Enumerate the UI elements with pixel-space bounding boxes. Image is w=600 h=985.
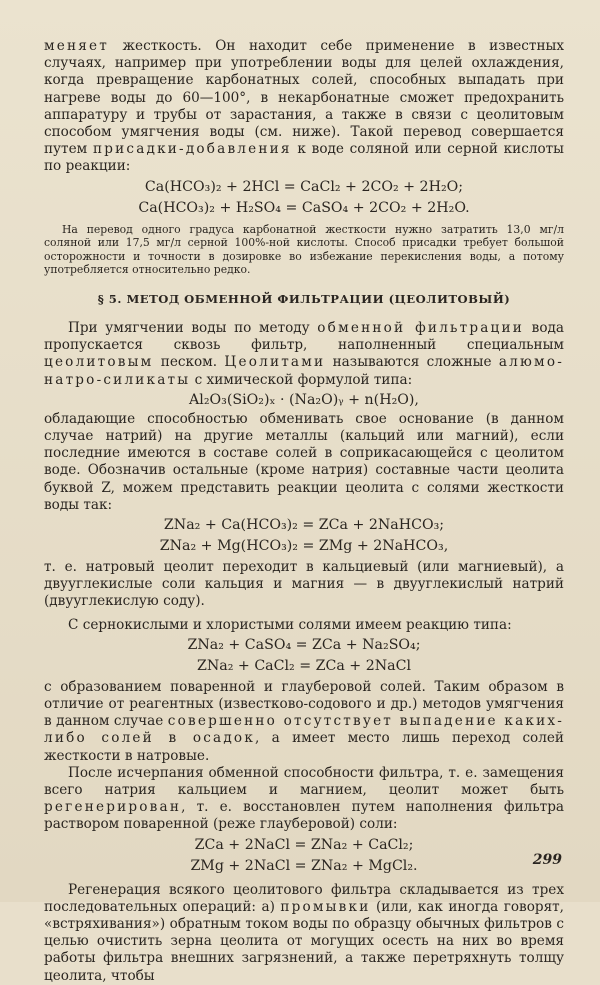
paragraph-regeneration-steps bbox=[44, 882, 564, 985]
spaced-term: алюмо-натро-силикаты bbox=[44, 354, 565, 388]
section-heading: § 5. МЕТОД ОБМЕННОЙ ФИЛЬТРАЦИИ (ЦЕОЛИТОВЫЙ) bbox=[97, 292, 511, 306]
paragraph-zeolite-intro bbox=[44, 320, 564, 389]
text-run: вода пропускается сквозь фильтр, наполненный специальным bbox=[44, 320, 564, 354]
text-run: После исчерпания обменной способности фильтра, т. е. замещения всего натрия кальцием и магнием, цеолит может быть bbox=[44, 764, 564, 799]
equation-zmg-regen: ZMg + 2NaCl = ZNa₂ + MgCl₂. bbox=[190, 857, 418, 874]
text-run: песком. bbox=[153, 354, 225, 371]
page-number: 299 bbox=[532, 852, 562, 868]
text-run: , т. е. восстановлен путем наполнения фильтра раствором поваренной (реже глауберовой) соли: bbox=[44, 799, 564, 833]
spaced-word: меняет bbox=[44, 38, 110, 54]
text-run: , а имеет место лишь переход солей жесткости в натровые. bbox=[44, 730, 564, 764]
equation-h2so4: Ca(HCO₃)₂ + H₂SO₄ = CaSO₄ + 2CO₂ + 2H₂O. bbox=[138, 199, 470, 216]
text-run: с образованием поваренной и глауберовой солей. Таким образом в отличие от реагентных (известково-содового и др.) методов умягчения в данном случае bbox=[44, 678, 564, 730]
spaced-term: Цеолитами bbox=[224, 354, 326, 371]
text-run: жесткость. Он находит себе применение в известных случаях, например при употреблении воды для целей охлаждения, когда превращение карбонатных солей, способных выпадать при нагреве воды до 60—100°, в некарбонатные сможет предохранить аппаратуру и трубы от зарастания, а также в связи с цеолитовым способом умягчения воды (см. ниже). Такой перевод совершается путем bbox=[44, 38, 564, 158]
spaced-term: обменной фильтрации bbox=[317, 320, 525, 336]
equation-ca-exchange: ZNa₂ + Ca(HCO₃)₂ = ZCa + 2NaHCO₃; bbox=[163, 517, 445, 534]
spaced-term: промывки bbox=[280, 898, 371, 915]
equation-zeolite-formula: Al₂O₃(SiO₂)ₓ · (Na₂O)ᵧ + n(H₂O), bbox=[189, 391, 419, 408]
equation-cacl2: ZNa₂ + CaCl₂ = ZCa + 2NaCl bbox=[197, 657, 411, 674]
paragraph-regeneration bbox=[44, 765, 564, 834]
equation-caso4: ZNa₂ + CaSO₄ = ZCa + Na₂SO₄; bbox=[187, 636, 421, 653]
text-run: При умягчении воды по методу bbox=[68, 320, 318, 336]
text-run: с химической формулой типа: bbox=[190, 371, 413, 388]
equation-hcl: Ca(HCO₃)₂ + 2HCl = CaCl₂ + 2CO₂ + 2H₂O; bbox=[144, 178, 464, 195]
paragraph-bicarbonate: т. е. натровый цеолит переходит в кальциевый (или магниевый), а двууглекислые соли кальция и магния — в двууглекислый натрий (двууглекислую соду). bbox=[44, 559, 564, 610]
equation-mg-exchange: ZNa₂ + Mg(HCO₃)₂ = ZMg + 2NaHCO₃, bbox=[159, 538, 449, 555]
text-run: Регенерация всякого цеолитового фильтра складывается из трех последовательных операций: а) bbox=[44, 881, 564, 915]
paragraph-salts bbox=[44, 679, 564, 765]
text-run: (или, как иногда говорят, «встряхивания») обратным током воды по образцу обычных фильтров с целью очистить зерна цеолита от могущих осесть на них во время работы фильтра внешних загрязнений, а также перетряхнуть толщу цеолита, чтобы bbox=[44, 898, 564, 984]
text-run: к воде соляной или серной кислоты по реакции: bbox=[44, 141, 564, 175]
text-run: называются сложные bbox=[325, 354, 499, 371]
equation-zca-regen: ZCa + 2NaCl = ZNa₂ + CaCl₂; bbox=[194, 836, 414, 853]
paragraph-sulfate-chloride: С сернокислыми и хлористыми солями имеем реакцию типа: bbox=[68, 616, 512, 633]
footnote-acid-amount: На перевод одного градуса карбонатной жесткости нужно затратить 13,0 мг/л соляной или 17,5 мг/л серной 100%-ной кислоты. Способ присадки требует большой осторожности и точности в дозировке во избежание перекисления воды, а потому употребляется относительно редко. bbox=[44, 222, 564, 277]
paragraph-exchange: обладающие способностью обменивать свое основание (в данном случае натрий) на другие металлы (кальций или магний), если последние имеются в составе солей в соприкасающейся с цеолитом воде. Обозначив остальные (кроме натрия) составные части цеолита буквой Z, можем представить реакции цеолита с солями жесткости воды так: bbox=[44, 410, 564, 513]
spaced-term: регенерирован bbox=[44, 799, 182, 816]
paragraph-acid-dosing bbox=[44, 38, 564, 176]
spaced-term: цеолитовым bbox=[44, 354, 154, 371]
spaced-term: присадки-добавления bbox=[92, 141, 292, 158]
spaced-term: совершенно отсутствует выпадение каких-либо солей в осадок bbox=[44, 713, 564, 747]
